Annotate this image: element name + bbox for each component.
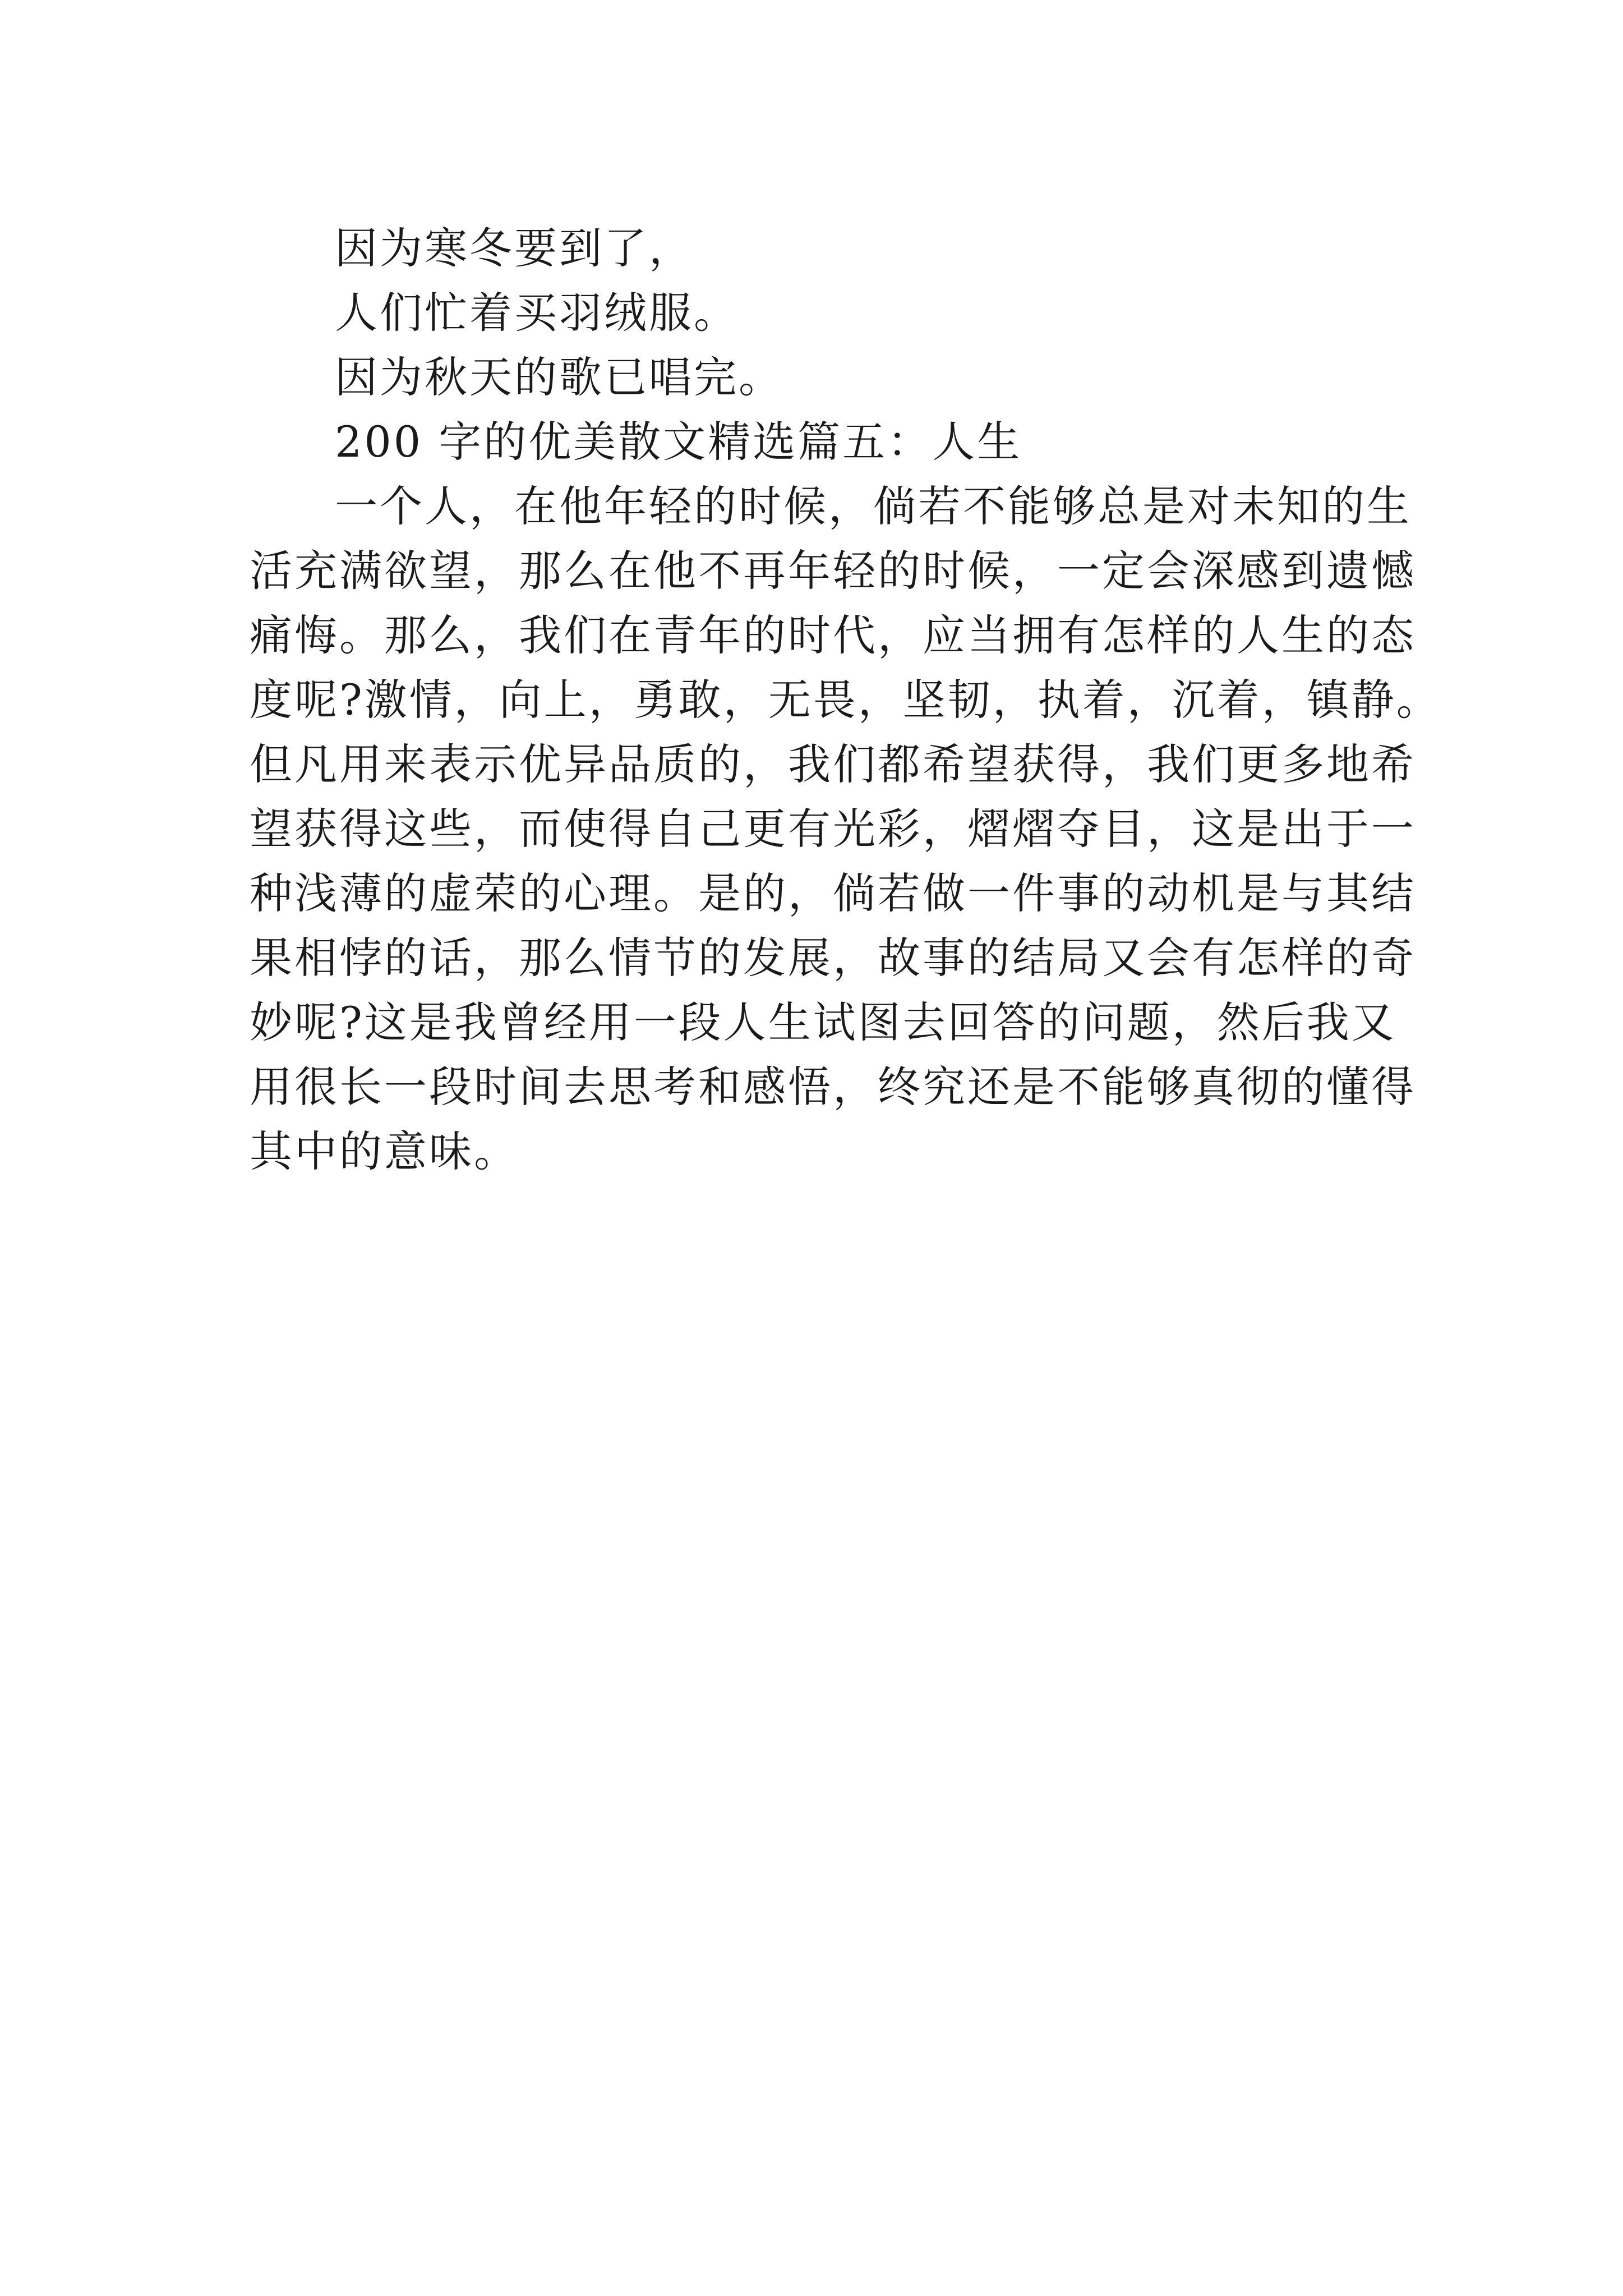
paragraph-line: 一个人，在他年轻的时候，倘若不能够总是对未知的生	[335, 481, 1412, 531]
text-line: 因为秋天的歌已唱完。	[335, 352, 783, 402]
document-body	[250, 216, 1441, 1184]
paragraph-line: 度呢?激情，向上，勇敢，无畏，坚韧，执着，沉着，镇静。	[250, 675, 1441, 725]
paragraph-line: 痛悔。那么，我们在青年的时代，应当拥有怎样的人生的态	[250, 610, 1416, 660]
paragraph-line: 果相悖的话，那么情节的发展，故事的结局又会有怎样的奇	[250, 933, 1416, 983]
paragraph-line: 望获得这些，而使得自己更有光彩，熠熠夺目，这是出于一	[250, 804, 1416, 854]
paragraph-line: 妙呢?这是我曾经用一段人生试图去回答的问题，然后我又	[250, 997, 1396, 1047]
paragraph-line: 其中的意味。	[250, 1126, 519, 1176]
section-heading: 200 字的优美散文精选篇五：人生	[335, 417, 1022, 467]
text-line: 人们忙着买羽绒服。	[335, 288, 739, 338]
text-line: 因为寒冬要到了，	[335, 223, 694, 273]
paragraph-line: 种浅薄的虚荣的心理。是的，倘若做一件事的动机是与其结	[250, 868, 1416, 918]
paragraph-line: 但凡用来表示优异品质的，我们都希望获得，我们更多地希	[250, 739, 1416, 789]
paragraph-line: 活充满欲望，那么在他不再年轻的时候，一定会深感到遗憾	[250, 546, 1416, 596]
paragraph-line: 用很长一段时间去思考和感悟，终究还是不能够真彻的懂得	[250, 1062, 1416, 1112]
